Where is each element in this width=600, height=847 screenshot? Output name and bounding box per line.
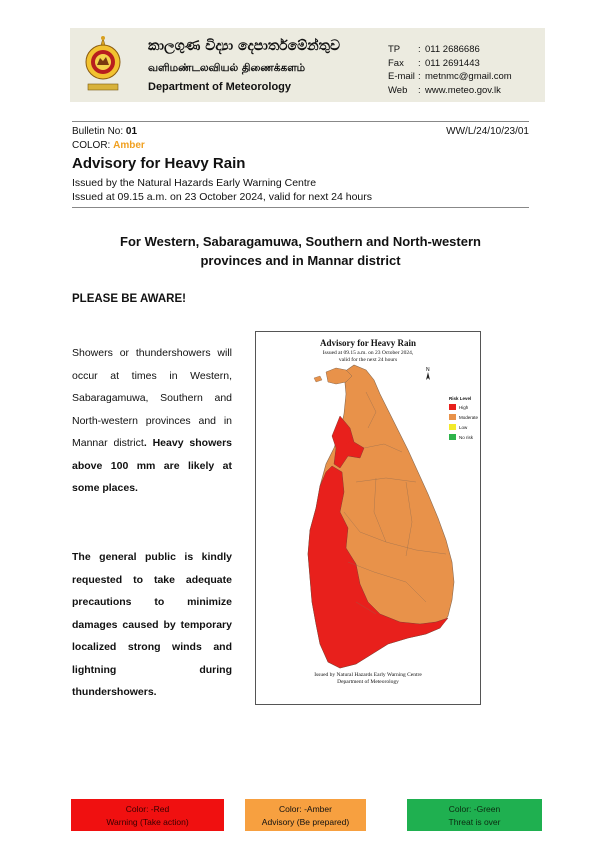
- legend-title: Risk Level: [449, 396, 472, 401]
- issued-by: Issued by the Natural Hazards Early Warning Centre: [72, 177, 317, 189]
- legend-item-low: Low: [449, 424, 478, 430]
- sri-lanka-risk-map: [256, 332, 480, 704]
- advisory-map: [255, 331, 481, 705]
- bulletin-color: COLOR: Amber: [72, 140, 145, 151]
- north-arrow-icon: [423, 365, 433, 381]
- map-subtitle: Issued at 09.15 a.m. on 23 October 2024, valid for the next 24 hours: [322, 350, 414, 363]
- advisory-title: Advisory for Heavy Rain: [72, 155, 246, 172]
- contact-web[interactable]: Web : www.meteo.gov.lk: [388, 84, 501, 96]
- contact-email[interactable]: E-mail : metnmc@gmail.com: [388, 71, 512, 82]
- divider-bottom: [72, 207, 529, 208]
- bulletin-number: Bulletin No: 01: [72, 126, 138, 137]
- north-label: N: [426, 367, 430, 373]
- national-emblem-icon: [82, 34, 124, 94]
- public-advice-paragraph: The general public is kindly requested to take adequate precautions to minimize damages caused by temporary localized strong winds and lightning during thundershowers.: [72, 551, 232, 698]
- legend-item-high: High: [449, 404, 478, 410]
- legend-item-no-risk: No risk: [449, 434, 478, 440]
- department-name-tamil: வளிமண்டலவியல் திணைக்களம்: [148, 62, 306, 74]
- department-name-english: Department of Meteorology: [148, 81, 292, 93]
- affected-areas-headline: For Western, Sabaragamuwa, Southern and North-western provinces and in Mannar district: [120, 234, 481, 268]
- divider-top: [72, 121, 529, 122]
- level-key-green: Color: -Green Threat is over: [407, 799, 542, 831]
- contact-phone: TP : 011 2686686: [388, 44, 480, 55]
- forecast-paragraph: Showers or thundershowers will occur at times in Western, Sabaragamuwa, Southern and North-western provinces and in Mannar district. Heavy showers above 100 mm are likely at some places.: [72, 347, 233, 494]
- level-key-red: Color: -Red Warning (Take action): [71, 799, 224, 831]
- letterhead: [70, 28, 545, 102]
- contact-block: [388, 43, 512, 97]
- map-footer: Issued by Natural Hazards Early Warning Centre Department of Meteorology: [314, 672, 422, 685]
- contact-fax: Fax : 011 2691443: [388, 57, 480, 69]
- bulletin-reference: WW/L/24/10/23/01: [446, 126, 529, 137]
- legend-item-moderate: Moderate: [449, 414, 478, 420]
- map-legend: [449, 396, 478, 444]
- level-key-amber: Color: -Amber Advisory (Be prepared): [245, 799, 366, 831]
- please-be-aware: PLEASE BE AWARE!: [72, 293, 186, 305]
- issued-at: Issued at 09.15 a.m. on 23 October 2024, valid for next 24 hours: [72, 191, 373, 203]
- department-name-sinhala: කාලගුණ විද්‍යා දෙපාර්තමේන්තුව: [148, 38, 341, 54]
- map-title: Advisory for Heavy Rain: [319, 338, 417, 348]
